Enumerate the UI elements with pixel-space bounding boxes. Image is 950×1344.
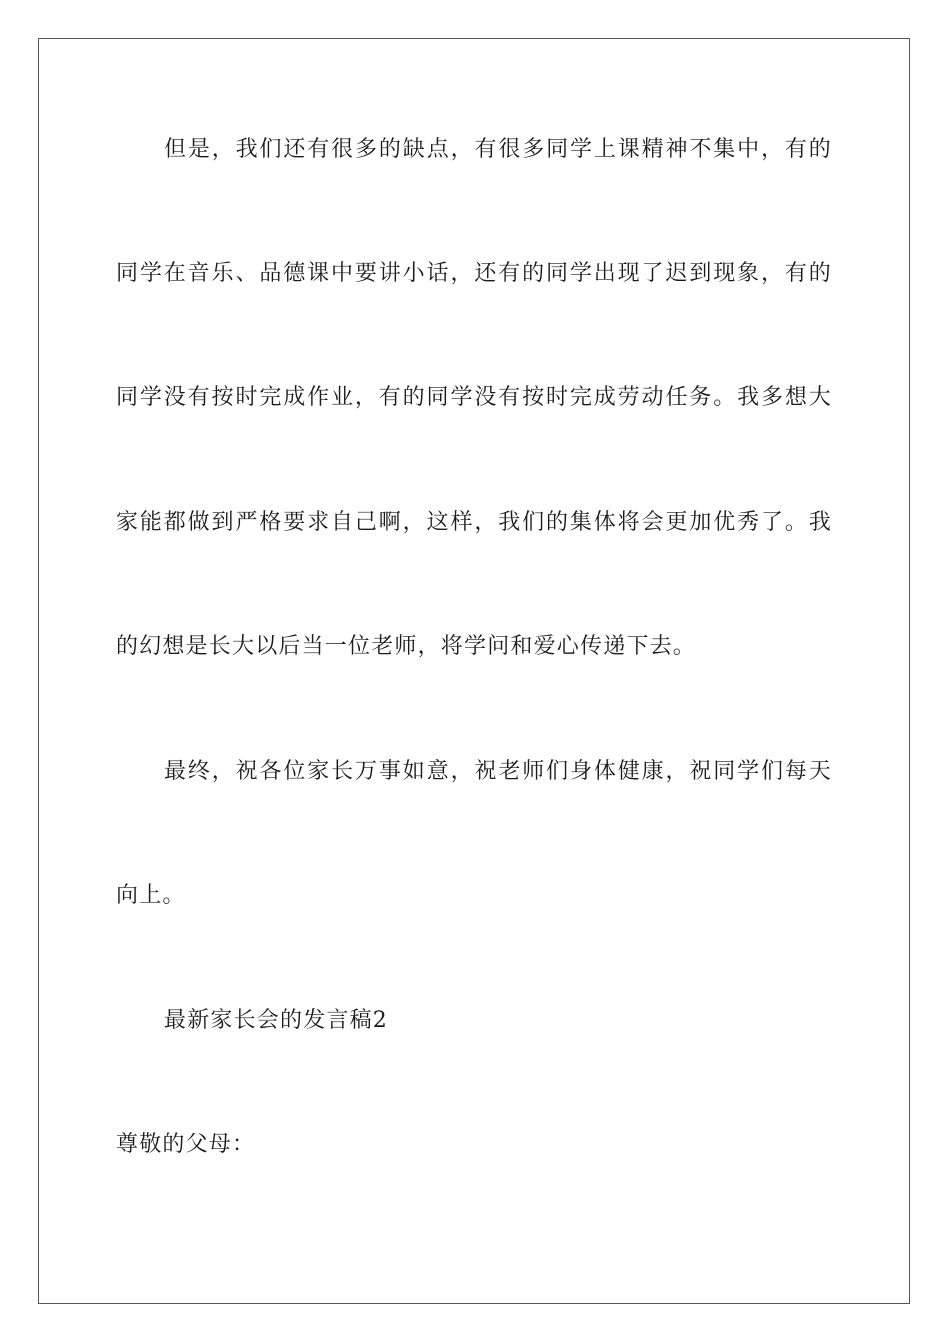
section-title: 最新家长会的发言稿2 — [164, 1008, 388, 1033]
paragraph-1-line-3: 同学没有按时完成作业，有的同学没有按时完成劳动任务。我多想大 — [116, 385, 832, 410]
page-border — [38, 38, 910, 1304]
salutation: 尊敬的父母： — [116, 1132, 256, 1157]
paragraph-1-line-5: 的幻想是长大以后当一位老师，将学问和爱心传递下去。 — [116, 634, 697, 659]
paragraph-1-line-2: 同学在音乐、品德课中要讲小话，还有的同学出现了迟到现象，有的 — [116, 261, 832, 286]
paragraph-1-line-4: 家能都做到严格要求自己啊，这样，我们的集体将会更加优秀了。我 — [116, 510, 832, 535]
paragraph-1-line-1: 但是，我们还有很多的缺点，有很多同学上课精神不集中，有的 — [164, 137, 832, 162]
paragraph-2-line-2: 向上。 — [116, 883, 186, 908]
paragraph-2-line-1: 最终，祝各位家长万事如意，祝老师们身体健康，祝同学们每天 — [164, 759, 832, 784]
